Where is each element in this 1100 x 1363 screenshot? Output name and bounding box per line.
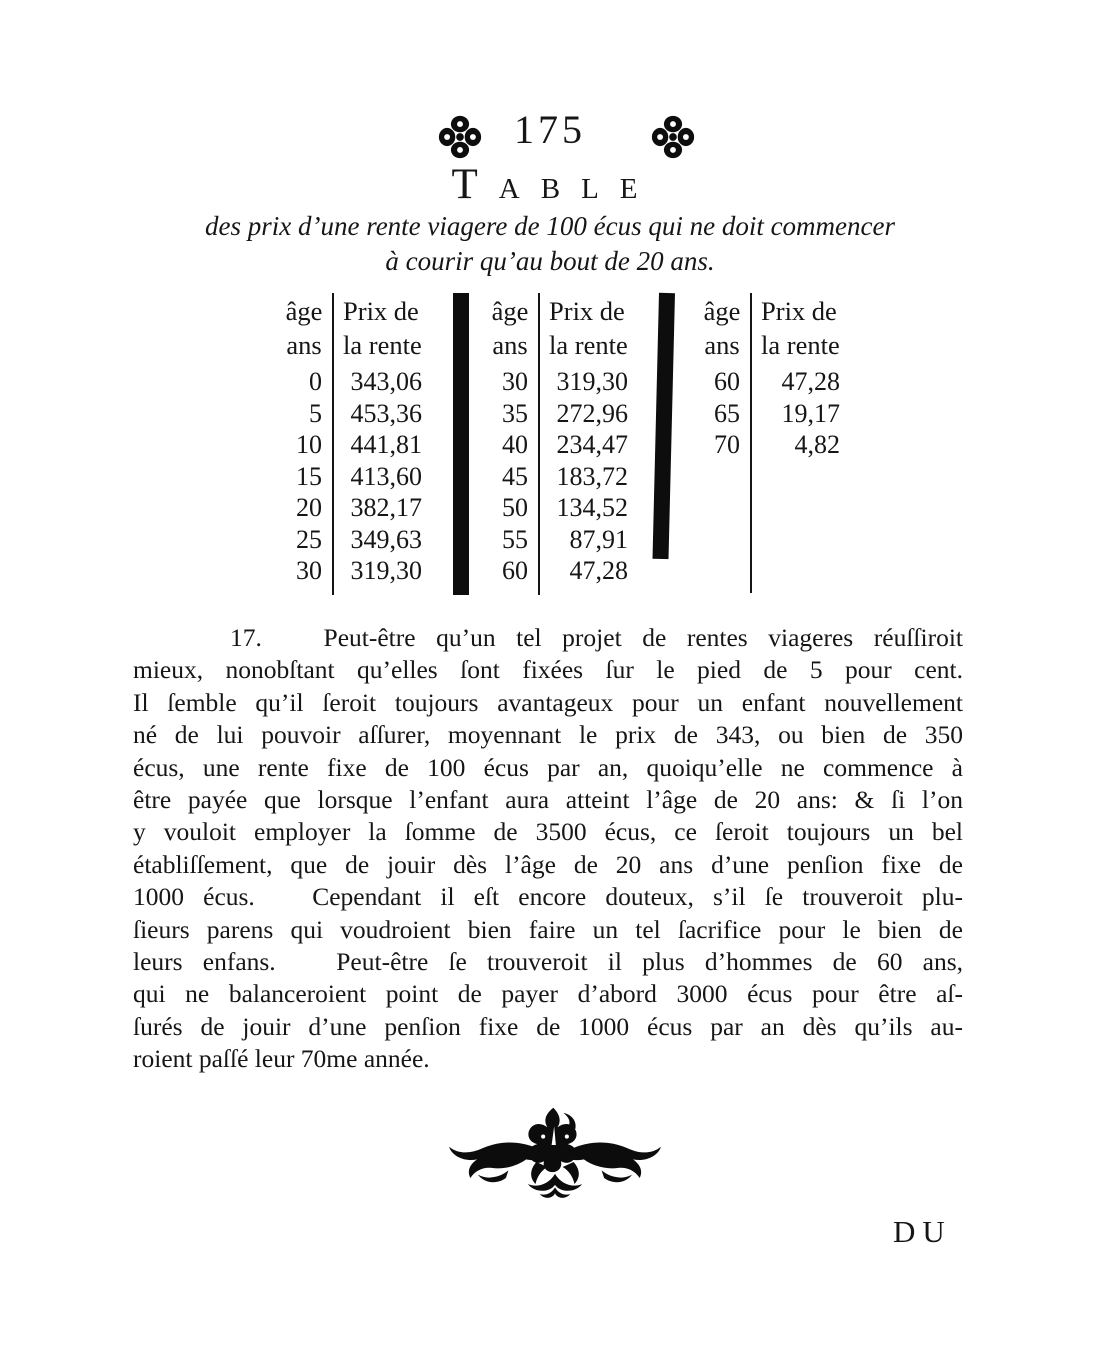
price-cell: 4,82 bbox=[794, 430, 840, 459]
age-cell: 35 bbox=[484, 398, 540, 430]
column-filler bbox=[540, 587, 644, 595]
age-cell: 10 bbox=[278, 429, 334, 461]
price-cell: 413,60 bbox=[350, 461, 422, 491]
paragraph-line: y vouloit employer la ſomme de 3500 écus, ce ſeroit toujours un bel bbox=[133, 817, 963, 847]
price-cell: 19,17 bbox=[781, 398, 840, 428]
age-column-header bbox=[484, 293, 540, 366]
price-cell: 441,81 bbox=[350, 430, 422, 459]
table-subtitle-line: des prix d’une rente viagere de 100 écus qui ne doit commencer bbox=[204, 211, 896, 241]
group-separator-bar bbox=[653, 293, 675, 559]
column-filler bbox=[752, 461, 856, 593]
annuity-price-table bbox=[278, 293, 856, 595]
group-separator-bar bbox=[453, 293, 469, 595]
table-subtitle bbox=[150, 209, 950, 279]
table-subtitle-line: à courir qu’au bout de 20 ans. bbox=[385, 246, 715, 276]
price-cell: 382,17 bbox=[350, 493, 422, 522]
price-header-line: la rente bbox=[343, 330, 422, 360]
price-cell: 87,91 bbox=[569, 524, 628, 554]
price-column-header bbox=[752, 293, 856, 366]
price-cell: 319,30 bbox=[556, 367, 628, 396]
fleuron-ornament-icon bbox=[651, 115, 695, 159]
price-cell: 453,36 bbox=[350, 398, 422, 428]
price-cell: 183,72 bbox=[556, 461, 628, 491]
page-number: 175 bbox=[514, 107, 586, 152]
age-header-line: ans bbox=[492, 330, 528, 360]
age-header-line: âge bbox=[285, 296, 323, 326]
age-cell: 30 bbox=[278, 555, 334, 587]
annuity-table-group-1 bbox=[278, 293, 438, 595]
paragraph-line: qui ne balanceroient point de payer d’abord 3000 écus pour être aſ- bbox=[133, 979, 963, 1009]
paragraph-line: né de lui pouvoir aſſurer, moyennant le prix de 343, ou bien de 350 bbox=[133, 720, 963, 750]
annuity-table-group-2 bbox=[484, 293, 644, 595]
price-header-line: Prix de bbox=[343, 296, 419, 326]
annuity-table-group-3 bbox=[696, 293, 856, 595]
age-cell: 55 bbox=[484, 524, 540, 556]
price-header-line: Prix de bbox=[761, 296, 837, 326]
paragraph-line: leurs enfans. Peut-être ſe trouveroit il plus d’hommes de 60 ans, bbox=[133, 947, 963, 977]
age-cell: 5 bbox=[278, 398, 334, 430]
body-paragraph-17 bbox=[133, 622, 963, 1076]
paragraph-line: établiſſement, que de jouir dès l’âge de 20 ans d’une penſion fixe de bbox=[133, 849, 963, 879]
column-rule-filler bbox=[696, 461, 752, 593]
age-cell: 50 bbox=[484, 492, 540, 524]
age-header-line: ans bbox=[286, 330, 322, 360]
paragraph-line: 1000 écus. Cependant il eſt encore douteux, s’il ſe trouveroit plu- bbox=[133, 882, 963, 912]
paragraph-line: être payée que lorsque l’enfant aura atteint l’âge de 20 ans: & ſi l’on bbox=[133, 785, 963, 815]
age-header-line: âge bbox=[703, 296, 741, 326]
paragraph-line: Il ſemble qu’il ſeroit toujours avantageux pour un enfant nouvellement bbox=[133, 687, 963, 717]
paragraph-line: ſieurs parens qui voudroient bien faire un tel ſacrifice pour le bien de bbox=[133, 914, 963, 944]
age-header-line: ans bbox=[704, 330, 740, 360]
age-column-header bbox=[278, 293, 334, 366]
age-header-line: âge bbox=[491, 296, 529, 326]
paragraph-line: mieux, nonobſtant qu’elles ſont fixées ſur le pied de 5 pour cent. bbox=[133, 655, 963, 685]
age-cell: 60 bbox=[696, 366, 752, 398]
price-cell: 319,30 bbox=[350, 556, 422, 585]
price-cell: 272,96 bbox=[556, 398, 628, 428]
age-cell: 15 bbox=[278, 461, 334, 493]
price-cell: 47,28 bbox=[569, 556, 628, 585]
catchword: DU bbox=[893, 1214, 952, 1249]
price-column-header bbox=[540, 293, 644, 366]
age-column-header bbox=[696, 293, 752, 366]
paragraph-line: 17. Peut-être qu’un tel projet de rentes viageres réuſſiroit bbox=[230, 623, 963, 652]
price-header-line: la rente bbox=[761, 330, 840, 360]
tailpiece-vignette-icon bbox=[428, 1100, 682, 1210]
column-rule-filler bbox=[278, 587, 334, 595]
paragraph-line: écus, une rente fixe de 100 écus par an, quoiqu’elle ne commence à bbox=[133, 752, 963, 782]
age-cell: 40 bbox=[484, 429, 540, 461]
price-header-line: Prix de bbox=[549, 296, 625, 326]
paragraph-line: roient paſſé leur 70me année. bbox=[133, 1044, 430, 1074]
price-cell: 134,52 bbox=[556, 493, 628, 522]
age-cell: 0 bbox=[278, 366, 334, 398]
price-column-header bbox=[334, 293, 438, 366]
age-cell: 25 bbox=[278, 524, 334, 556]
column-rule-filler bbox=[484, 587, 540, 595]
price-cell: 343,06 bbox=[350, 367, 422, 396]
table-heading: TABLE bbox=[451, 161, 659, 208]
price-cell: 349,63 bbox=[350, 524, 422, 554]
age-cell: 65 bbox=[696, 398, 752, 430]
price-cell: 234,47 bbox=[556, 430, 628, 459]
paragraph-line: ſurés de jouir d’une penſion fixe de 1000 écus par an dès qu’ils au- bbox=[133, 1011, 963, 1041]
price-cell: 47,28 bbox=[781, 367, 840, 396]
age-cell: 60 bbox=[484, 555, 540, 587]
column-filler bbox=[334, 587, 438, 595]
age-cell: 20 bbox=[278, 492, 334, 524]
age-cell: 30 bbox=[484, 366, 540, 398]
age-cell: 70 bbox=[696, 429, 752, 461]
age-cell: 45 bbox=[484, 461, 540, 493]
price-header-line: la rente bbox=[549, 330, 628, 360]
